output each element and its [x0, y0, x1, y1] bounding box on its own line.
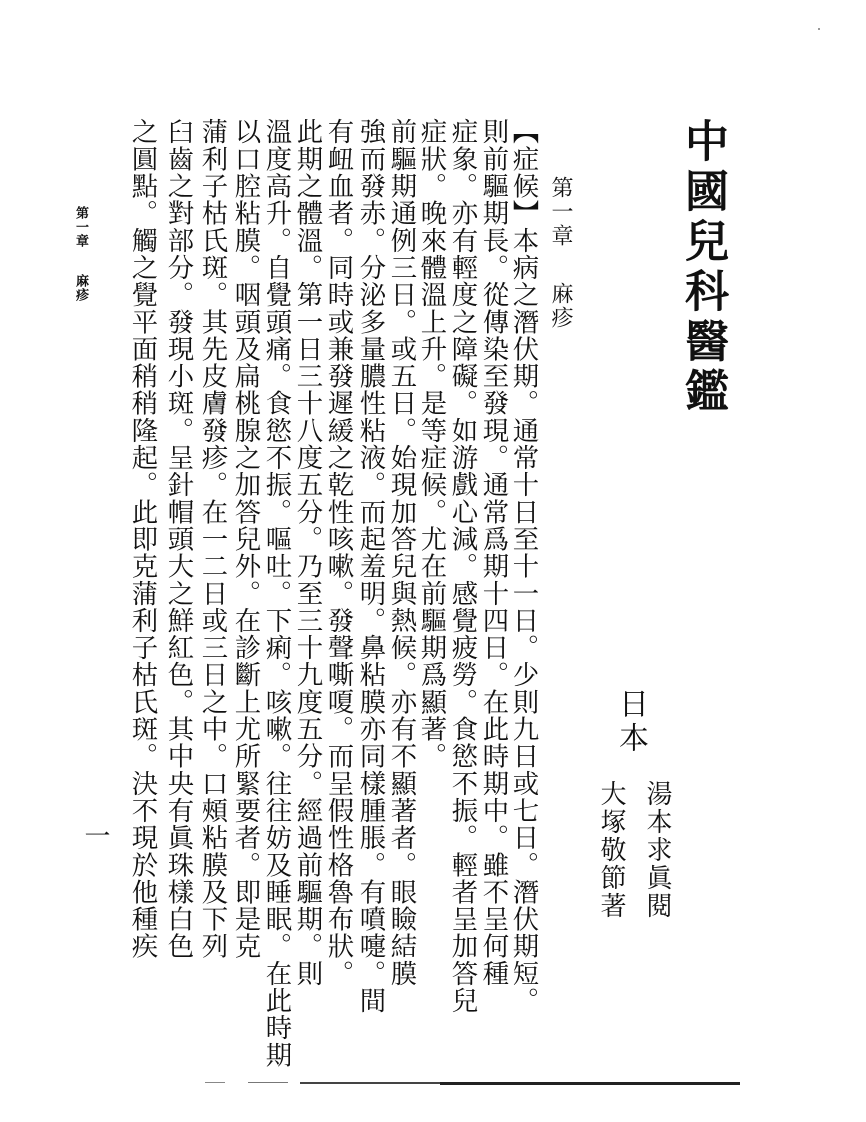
author-reviewer: 湯本求眞閱 — [642, 780, 672, 920]
running-head-chapter-number: 第一章 — [73, 206, 88, 248]
body-column-4: 症狀。晚來體溫上升。是等症候。尤在前驅期爲顯著。 — [416, 118, 447, 770]
body-column-12: 臼齒之對部分。發現小斑。呈針帽頭大之鮮紅色。其中央有眞珠樣白色 — [163, 118, 194, 960]
body-column-6: 強而發赤。分泌多量膿性粘液。而起羞明。鼻粘膜亦同樣腫脹。有噴嚏。間 — [355, 118, 386, 1014]
scan-artifact-line — [205, 1082, 225, 1083]
body-column-5: 前驅期通例三日。或五日。始現加答兒與熱候。亦有不顯著者。眼瞼結膜 — [386, 118, 417, 987]
body-column-9: 溫度高升。自覺頭痛。食慾不振。嘔吐。下痢。咳嗽。往往妨及睡眠。在此時期 — [261, 118, 292, 1069]
body-column-11: 蒲利子枯氏斑。其先皮膚發疹。在一二日或三日之中。口頰粘膜及下列 — [197, 118, 228, 960]
body-column-1: 【症候】本病之潛伏期。通常十日至十一日。少則九日或七日。潛伏期短。 — [508, 118, 539, 1014]
body-column-10: 以口腔粘膜。咽頭及扁桃腺之加答兒外。在診斷上尤所緊要者。即是克 — [230, 118, 261, 960]
body-column-2: 則前驅期長。從傳染至發現。通常爲期十四日。在此時期中。雖不呈何種 — [478, 118, 509, 987]
author-country: 日本 — [613, 688, 648, 756]
scan-artifact-line — [300, 1082, 440, 1084]
page-number: 一 — [80, 822, 110, 848]
body-column-13: 之圓點。觸之覺平面稍稍隆起。此即克蒲利子枯氏斑。決不現於他種疾 — [127, 118, 158, 960]
running-head — [70, 206, 90, 302]
book-title: 中國兒科醫鑑 — [677, 118, 728, 418]
scan-artifact-dot — [818, 28, 820, 30]
chapter-number: 第一章 — [548, 176, 573, 248]
chapter-heading — [545, 176, 575, 330]
body-column-3: 症象。亦有輕度之障礙。如游戲心減。感覺疲勞。食慾不振。輕者呈加答兒 — [447, 118, 478, 1014]
scan-artifact-line — [440, 1082, 740, 1085]
scan-artifact-line — [248, 1082, 288, 1083]
running-head-chapter-name: 麻疹 — [73, 274, 88, 302]
author-writer: 大塚敬節著 — [596, 780, 626, 920]
body-column-7: 有衄血者。同時或兼發遲緩之乾性咳嗽。發聲嘶嗄。而呈假性格魯布狀。 — [323, 118, 354, 987]
chapter-name: 麻疹 — [548, 282, 573, 330]
body-column-8: 此期之體溫。第一日三十八度五分。乃至三十九度五分。經過前驅期。則 — [292, 118, 323, 987]
